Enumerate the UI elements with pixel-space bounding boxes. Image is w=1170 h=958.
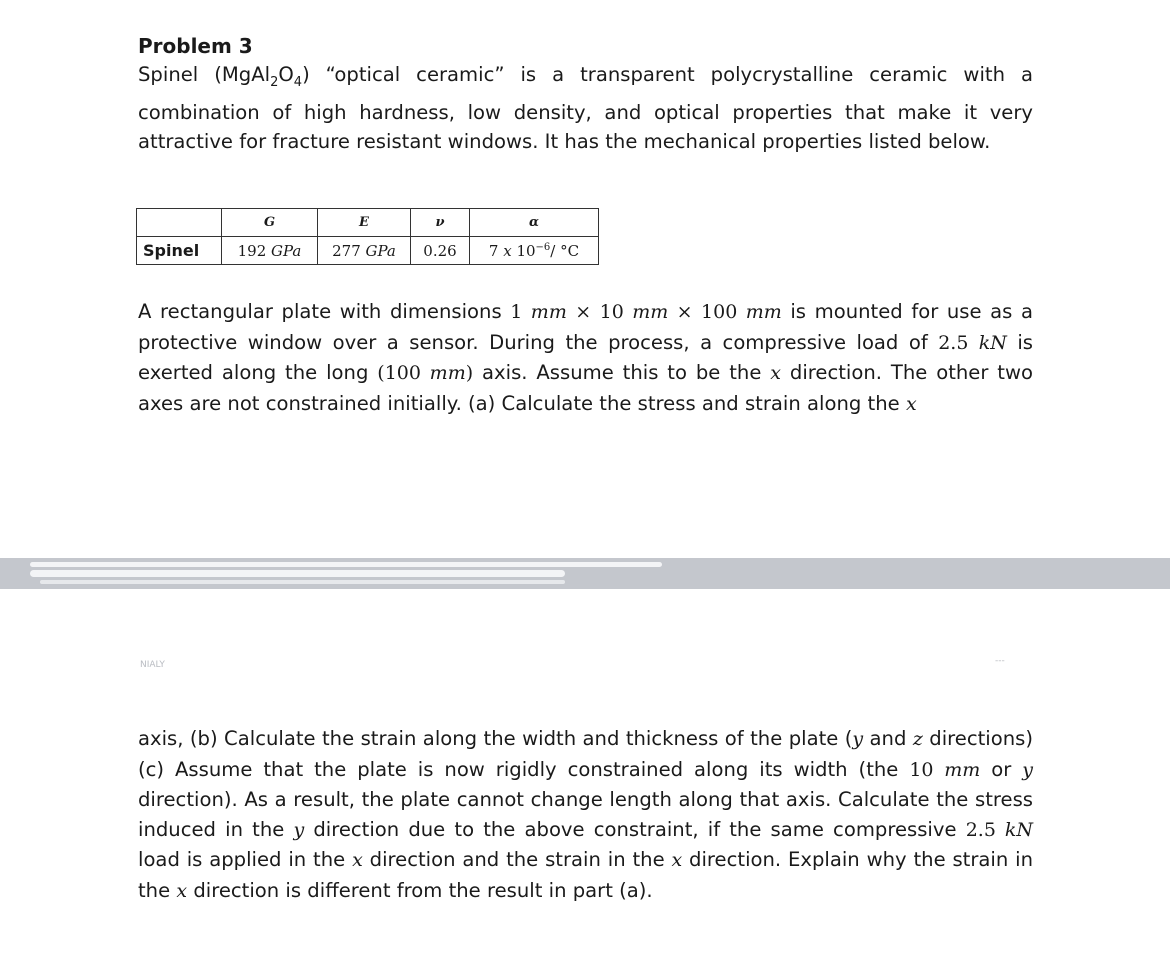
intro-paragraph: Spinel $(MgAl_2O_4)$ “optical ceramic” is a transparent polycrystalline ceramic with a combination of high hardness, low density, and optical properties that make it very attractive for fracture resistant windows. It has the mechanical properties listed below. — [138, 63, 1033, 154]
scan-streak — [40, 580, 565, 584]
questions-paragraph: axis, (b) Calculate the strain along the width and thickness of the plate (y and z directions) (c) Assume that the plate is now rigidly constrained along its width (the 10 mm or y direction). As a result, the plate cannot change length along that axis. Calculate the stress induced in the y direction due to the above constraint, if the same compressive 2.5 kN load is applied in the x direction and the strain in the x direction. Explain why the strain in the x direction is different from the result in part (a). — [138, 727, 1034, 902]
problem-title: Problem 3 — [138, 34, 253, 58]
shear-modulus-value: 192 GPa — [222, 237, 318, 265]
material-label: Spinel — [137, 237, 222, 265]
scan-streak — [30, 562, 662, 567]
shear-modulus-header: G — [222, 209, 318, 237]
poisson-ratio-header: ν — [411, 209, 470, 237]
table-header-cell — [137, 209, 222, 237]
thermal-expansion-value: 7 x $10^{-6}/$ °C — [470, 237, 599, 265]
table-header-row — [137, 209, 599, 237]
table-row — [137, 237, 599, 265]
poisson-ratio-value: 0.26 — [411, 237, 470, 265]
scan-smudge: NIALY — [140, 660, 165, 670]
youngs-modulus-value: 277 GPa — [318, 237, 411, 265]
youngs-modulus-header: E — [318, 209, 411, 237]
plate-description-paragraph: A rectangular plate with dimensions 1 mm × 10 mm × 100 mm is mounted for use as a protective window over a sensor. During the process, a compressive load of 2.5 kN is exerted along the long (100 mm) axis. Assume this to be the x direction. The other two axes are not constrained initially. (a) Calculate the stress and strain along the x — [138, 300, 1034, 415]
properties-table — [136, 208, 599, 265]
scan-smudge: --- — [995, 656, 1005, 666]
thermal-expansion-header: α — [470, 209, 599, 237]
scan-streak — [30, 570, 565, 577]
